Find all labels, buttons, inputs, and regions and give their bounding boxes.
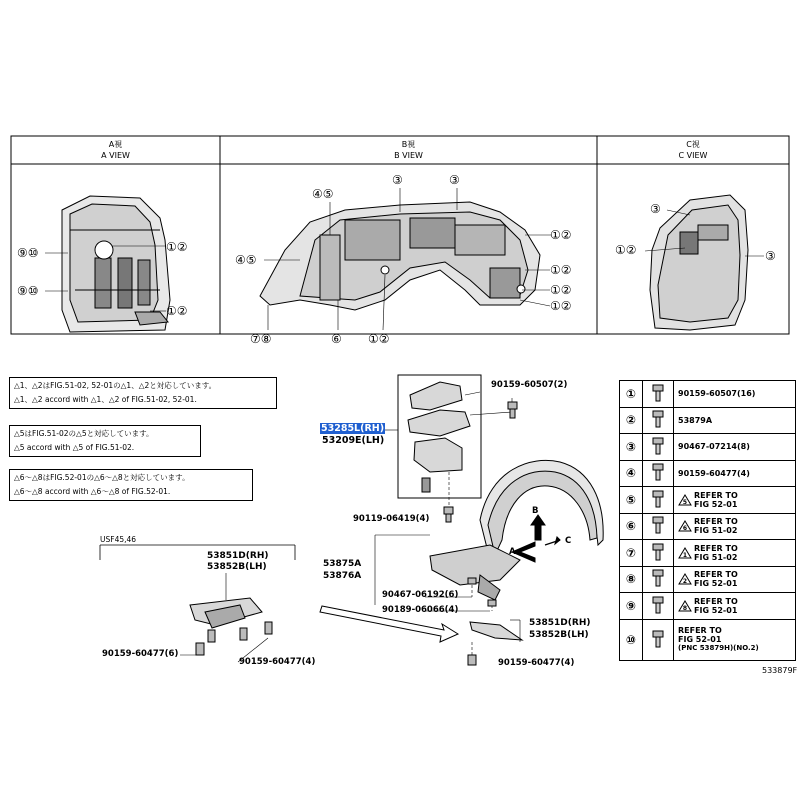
note-2-en: △5 accord with △5 of FIG.51-02. xyxy=(14,443,135,452)
legend-number: ⑤ xyxy=(620,487,643,514)
c-view-header xyxy=(597,139,789,161)
svg-text:5: 5 xyxy=(682,498,688,506)
part-90159-60507[interactable]: 90159-60507(2) xyxy=(491,380,568,390)
note-3 xyxy=(9,469,253,501)
legend-row xyxy=(620,487,796,514)
fastener-icon xyxy=(643,566,674,593)
note-1-jp: △1、△2はFIG.51-02, 52-01の△1、△2と対応しています。 xyxy=(14,381,217,390)
direction-arrows xyxy=(512,515,560,562)
fastener-icon xyxy=(643,381,674,408)
legend-row xyxy=(620,619,796,660)
warning-triangle-icon xyxy=(678,600,692,612)
fastener-icon xyxy=(643,460,674,487)
legend-row xyxy=(620,566,796,593)
usf-label: USF45,46 xyxy=(100,535,137,544)
legend-text-cell xyxy=(674,619,796,660)
legend-text-cell xyxy=(674,434,796,461)
svg-text:2: 2 xyxy=(682,578,688,586)
part-53285L-highlighted[interactable] xyxy=(320,424,385,434)
fastener-icon xyxy=(643,407,674,434)
callout-b-3-a: ③ xyxy=(392,173,403,187)
callout-b-6: ⑥ xyxy=(331,332,342,346)
legend-text-cell xyxy=(674,381,796,408)
legend-text: REFER TO xyxy=(694,543,738,553)
legend-number: ③ xyxy=(620,434,643,461)
note-3-en: △6～△8 accord with △6～△8 of FIG.52-01. xyxy=(14,487,171,496)
b-view-header xyxy=(220,139,597,161)
svg-text:8: 8 xyxy=(682,604,688,612)
callout-b-12-r2: ①② xyxy=(550,263,572,277)
bracket-drawing xyxy=(408,382,470,492)
b-view-liner-drawing xyxy=(260,202,540,310)
legend-text: REFER TO xyxy=(694,596,738,606)
legend-row xyxy=(620,407,796,434)
callout-a-12-1: ①② xyxy=(166,240,188,254)
legend-number: ① xyxy=(620,381,643,408)
warning-triangle-icon xyxy=(678,573,692,585)
part-90159-60477-left[interactable]: 90159-60477(6) xyxy=(102,649,179,659)
callout-c-12: ①② xyxy=(615,243,637,257)
part-90467-06192[interactable]: 90467-06192(6) xyxy=(382,590,459,600)
b-view-title-jp: B視 xyxy=(401,140,416,149)
a-view-title-jp: A視 xyxy=(108,140,123,149)
legend-text-2: FIG 52-01 xyxy=(694,605,738,615)
legend-number: ⑩ xyxy=(620,619,643,660)
callout-b-3-b: ③ xyxy=(449,173,460,187)
legend-row xyxy=(620,593,796,620)
note-1-en: △1、△2 accord with △1、△2 of FIG.51-02, 52-01. xyxy=(14,395,197,404)
warning-triangle-icon xyxy=(678,494,692,506)
legend-row xyxy=(620,513,796,540)
svg-text:1: 1 xyxy=(682,551,688,559)
fastener-icon xyxy=(643,619,674,660)
legend-number: ④ xyxy=(620,460,643,487)
legend-text: REFER TO xyxy=(678,626,722,635)
legend-number: ⑦ xyxy=(620,540,643,567)
callout-a-910-1: ⑨⑩ xyxy=(17,246,39,260)
legend-table xyxy=(619,380,796,661)
part-90189-06066[interactable]: 90189-06066(4) xyxy=(382,605,459,615)
part-53852B-a[interactable]: 53852B(LH) xyxy=(207,562,267,572)
callout-b-78: ⑦⑧ xyxy=(250,332,272,346)
arrow-label-a: A xyxy=(509,547,516,557)
part-90159-60477-mid[interactable]: 90159-60477(4) xyxy=(239,657,316,667)
legend-text: 90159-60507(16) xyxy=(678,389,756,399)
part-53875A[interactable]: 53875A xyxy=(323,559,362,569)
fastener-icon xyxy=(643,434,674,461)
callout-b-12-bottom: ①② xyxy=(368,332,390,346)
legend-text: 90467-07214(8) xyxy=(678,442,750,452)
legend-text-cell xyxy=(674,407,796,434)
part-90119-06419[interactable]: 90119-06419(4) xyxy=(353,514,430,524)
legend-text-2: FIG 51-02 xyxy=(694,526,738,536)
legend-number: ⑥ xyxy=(620,513,643,540)
svg-text:6: 6 xyxy=(682,525,688,533)
callout-c-3-a: ③ xyxy=(650,202,661,216)
legend-text-cell xyxy=(674,540,796,567)
b-view-title: B VIEW xyxy=(394,151,423,160)
legend-text-cell xyxy=(674,460,796,487)
part-53285L-label[interactable]: 53285L(RH) xyxy=(321,423,385,434)
c-view-title-jp: C視 xyxy=(686,140,700,149)
part-90159-60477-right[interactable]: 90159-60477(4) xyxy=(498,658,575,668)
fastener-icon xyxy=(643,487,674,514)
a-view-header xyxy=(11,139,220,161)
fastener-icon xyxy=(643,513,674,540)
legend-text: REFER TO xyxy=(694,517,738,527)
callout-b-45-top: ④⑤ xyxy=(312,187,334,201)
part-53876A[interactable]: 53876A xyxy=(323,571,362,581)
note-3-jp: △6～△8はFIG.52-01の△6～△8と対応しています。 xyxy=(14,473,190,482)
part-53851D-b[interactable]: 53851D(RH) xyxy=(529,618,591,628)
legend-text-2: FIG 51-02 xyxy=(694,552,738,562)
legend-row xyxy=(620,434,796,461)
arrow-label-c: C xyxy=(565,536,572,546)
callout-b-12-r3: ①② xyxy=(550,283,572,297)
legend-text-cell xyxy=(674,487,796,514)
legend-text: REFER TO xyxy=(694,490,738,500)
legend-number: ② xyxy=(620,407,643,434)
legend-number: ⑨ xyxy=(620,593,643,620)
fender-liner-drawing xyxy=(430,460,603,600)
legend-text-2: FIG 52-01 xyxy=(694,579,738,589)
warning-triangle-icon xyxy=(678,520,692,532)
note-1 xyxy=(9,377,277,409)
figure-code: 533879F xyxy=(762,666,798,675)
legend-text-3: (PNC 53879H)(NO.2) xyxy=(678,644,759,652)
c-view-liner-drawing xyxy=(650,195,748,330)
note-2-jp: △5はFIG.51-02の△5と対応しています。 xyxy=(14,429,154,438)
legend-text-cell xyxy=(674,593,796,620)
c-view-title: C VIEW xyxy=(678,151,708,160)
fastener-icon xyxy=(643,540,674,567)
legend-text: 53879A xyxy=(678,415,713,425)
legend-row xyxy=(620,460,796,487)
part-53852B-b[interactable]: 53852B(LH) xyxy=(529,630,589,640)
part-53209E[interactable]: 53209E(LH) xyxy=(322,435,385,446)
callout-b-12-r1: ①② xyxy=(550,228,572,242)
legend-text-2: FIG 52-01 xyxy=(678,635,722,644)
legend-text: 90159-60477(4) xyxy=(678,468,750,478)
callout-a-12-2: ①② xyxy=(166,304,188,318)
part-53851D-a[interactable]: 53851D(RH) xyxy=(207,551,269,561)
note-2 xyxy=(9,425,201,457)
callout-c-3-b: ③ xyxy=(765,249,776,263)
legend-text-cell xyxy=(674,513,796,540)
warning-triangle-icon xyxy=(678,547,692,559)
legend-text: REFER TO xyxy=(694,570,738,580)
legend-text-cell xyxy=(674,566,796,593)
arrow-label-b: B xyxy=(532,506,539,516)
fastener-icon xyxy=(643,593,674,620)
legend-row xyxy=(620,540,796,567)
legend-number: ⑧ xyxy=(620,566,643,593)
a-view-title: A VIEW xyxy=(101,151,130,160)
callout-b-45-left: ④⑤ xyxy=(235,253,257,267)
legend-row xyxy=(620,381,796,408)
a-view-liner-drawing xyxy=(62,196,170,332)
callout-b-12-r4: ①② xyxy=(550,299,572,313)
legend-text-2: FIG 52-01 xyxy=(694,499,738,509)
callout-a-910-2: ⑨⑩ xyxy=(17,284,39,298)
